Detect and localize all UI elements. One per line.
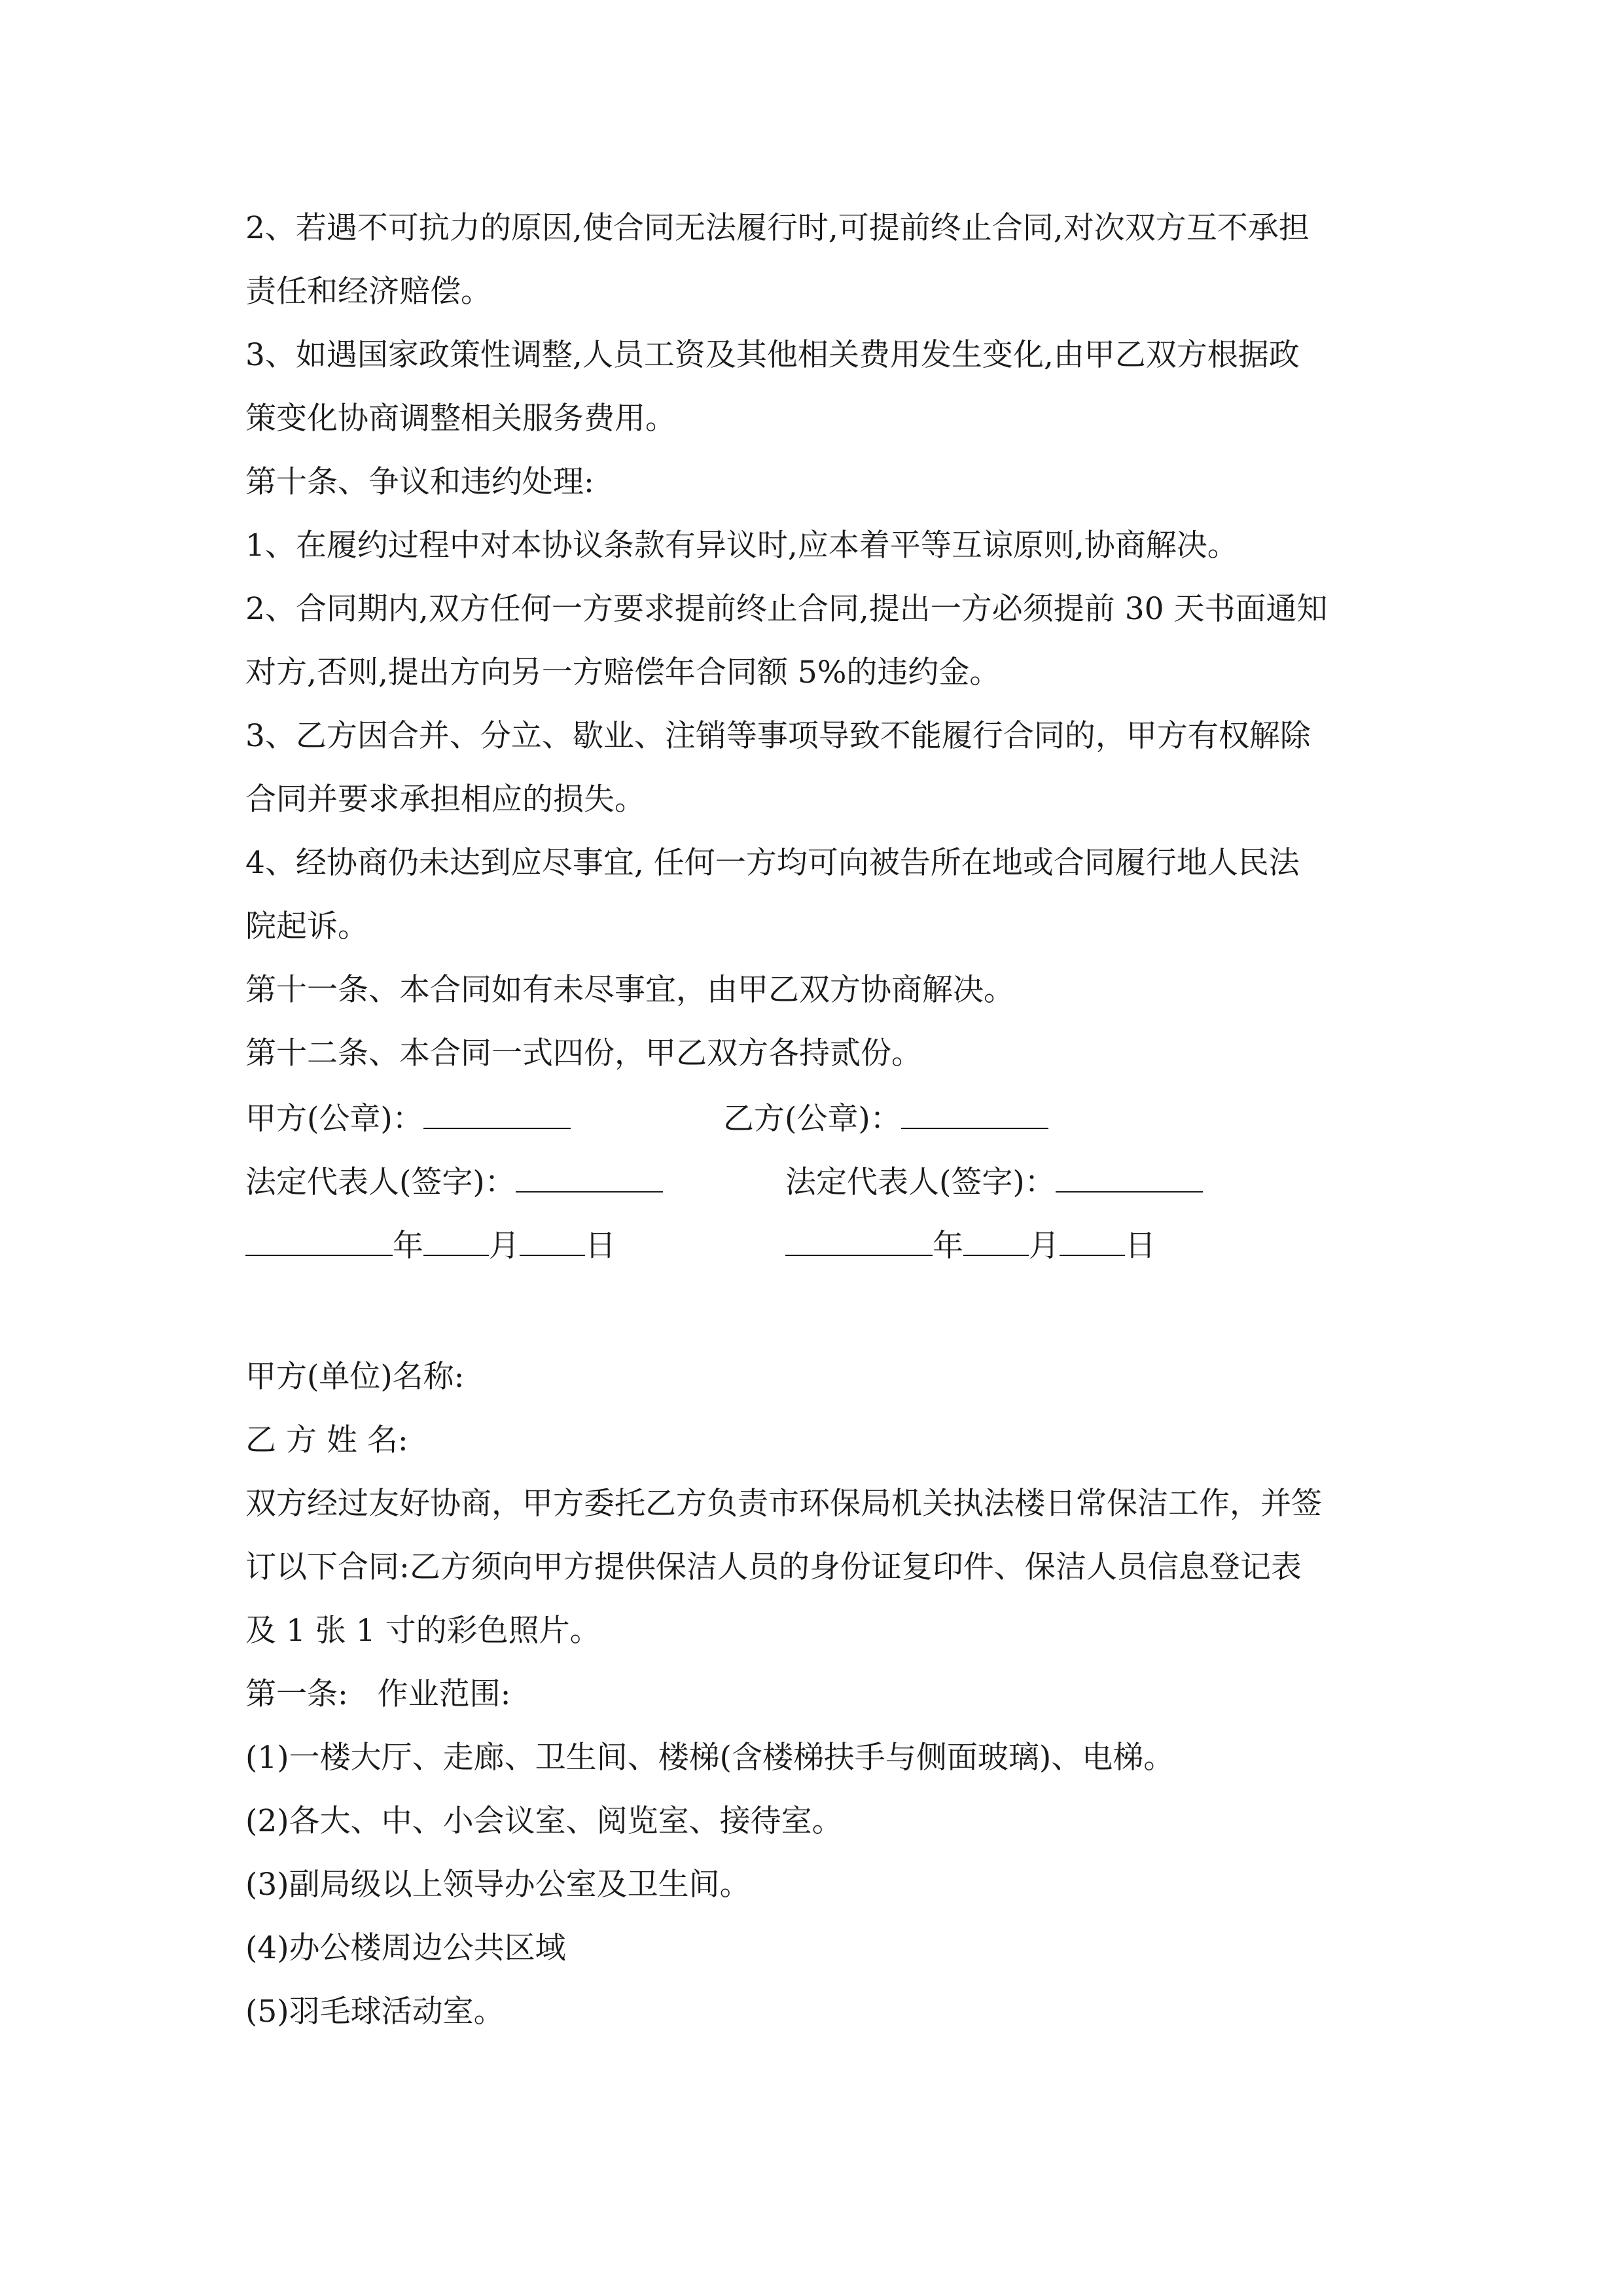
rep-a-label: 法定代表人(签字)： — [245, 1164, 516, 1200]
article-10-item-3-line-2: 合同并要求承担相应的损失。 — [245, 781, 645, 817]
clause-2-line-1: 2、若遇不可抗力的原因,使合同无法履行时,可提前终止合同,对次双方互不承担 — [245, 210, 1310, 246]
date-a-day-blank[interactable] — [520, 1229, 585, 1256]
date-b-month-blank[interactable] — [963, 1229, 1029, 1256]
scope-item-1: (1)一楼大厅、走廊、卫生间、楼梯(含楼梯扶手与侧面玻璃)、电梯。 — [245, 1740, 1175, 1776]
article-1-title: 第一条: 作业范围: — [245, 1676, 511, 1712]
date-b-row — [785, 1228, 1156, 1264]
clause-2-line-2: 责任和经济赔偿。 — [245, 274, 491, 310]
article-10-item-4-line-1: 4、经协商仍未达到应尽事宜, 任何一方均可向被告所在地或合同履行地人民法 — [245, 845, 1300, 881]
rep-b-row — [785, 1165, 1203, 1198]
date-b-month-label: 月 — [1029, 1228, 1060, 1264]
party-b-seal-row — [723, 1101, 1048, 1137]
party-b-seal-blank[interactable] — [901, 1102, 1048, 1129]
date-a-year-blank[interactable] — [245, 1229, 393, 1256]
article-11: 第十一条、本合同如有未尽事宜，由甲乙双方协商解决。 — [245, 972, 1014, 1008]
article-10-item-3-line-1: 3、乙方因合并、分立、歇业、注销等事项导致不能履行合同的，甲方有权解除 — [245, 718, 1311, 754]
scope-item-3: (3)副局级以上领导办公室及卫生间。 — [245, 1867, 751, 1903]
party-a-seal-row — [245, 1101, 571, 1137]
scope-item-4: (4)办公楼周边公共区域 — [245, 1930, 566, 1966]
intro-line-3: 及 1 张 1 寸的彩色照片。 — [245, 1613, 601, 1649]
article-10-item-1: 1、在履约过程中对本协议条款有异议时,应本着平等互谅原则,协商解决。 — [245, 528, 1238, 564]
clause-3-line-1: 3、如遇国家政策性调整,人员工资及其他相关费用发生变化,由甲乙双方根据政 — [245, 337, 1300, 373]
article-12: 第十二条、本合同一式四份，甲乙双方各持贰份。 — [245, 1035, 922, 1071]
party-b-name-label: 乙 方 姓 名: — [245, 1422, 408, 1458]
date-b-day-label: 日 — [1125, 1228, 1156, 1264]
party-a-name-label: 甲方(单位)名称: — [245, 1359, 465, 1395]
article-10-item-2-line-1: 2、合同期内,双方任何一方要求提前终止合同,提出一方必须提前 30 天书面通知 — [245, 591, 1328, 627]
scope-item-5: (5)羽毛球活动室。 — [245, 1994, 505, 2030]
date-a-row — [245, 1228, 616, 1264]
date-a-month-label: 月 — [489, 1228, 520, 1264]
date-b-year-blank[interactable] — [785, 1229, 933, 1256]
article-10-title: 第十条、争议和违约处理: — [245, 464, 594, 500]
date-a-year-label: 年 — [393, 1228, 423, 1264]
article-10-item-2-line-2: 对方,否则,提出方向另一方赔偿年合同额 5%的违约金。 — [245, 655, 1001, 691]
intro-line-1: 双方经过友好协商，甲方委托乙方负责市环保局机关执法楼日常保洁工作，并签 — [245, 1486, 1322, 1522]
date-a-day-label: 日 — [585, 1228, 616, 1264]
date-b-day-blank[interactable] — [1060, 1229, 1125, 1256]
rep-a-signature-blank[interactable] — [516, 1165, 663, 1193]
scope-item-2: (2)各大、中、小会议室、阅览室、接待室。 — [245, 1803, 843, 1839]
rep-a-row — [245, 1165, 663, 1198]
party-a-seal-label: 甲方(公章)： — [245, 1101, 423, 1137]
rep-b-signature-blank[interactable] — [1056, 1165, 1203, 1193]
date-b-year-label: 年 — [933, 1228, 963, 1264]
article-10-item-4-line-2: 院起诉。 — [245, 908, 368, 944]
date-a-month-blank[interactable] — [423, 1229, 489, 1256]
party-a-seal-blank[interactable] — [423, 1102, 571, 1129]
party-b-seal-label: 乙方(公章)： — [723, 1101, 901, 1137]
intro-line-2: 订以下合同:乙方须向甲方提供保洁人员的身份证复印件、保洁人员信息登记表 — [245, 1549, 1302, 1585]
rep-b-label: 法定代表人(签字)： — [785, 1164, 1056, 1200]
clause-3-line-2: 策变化协商调整相关服务费用。 — [245, 401, 676, 437]
